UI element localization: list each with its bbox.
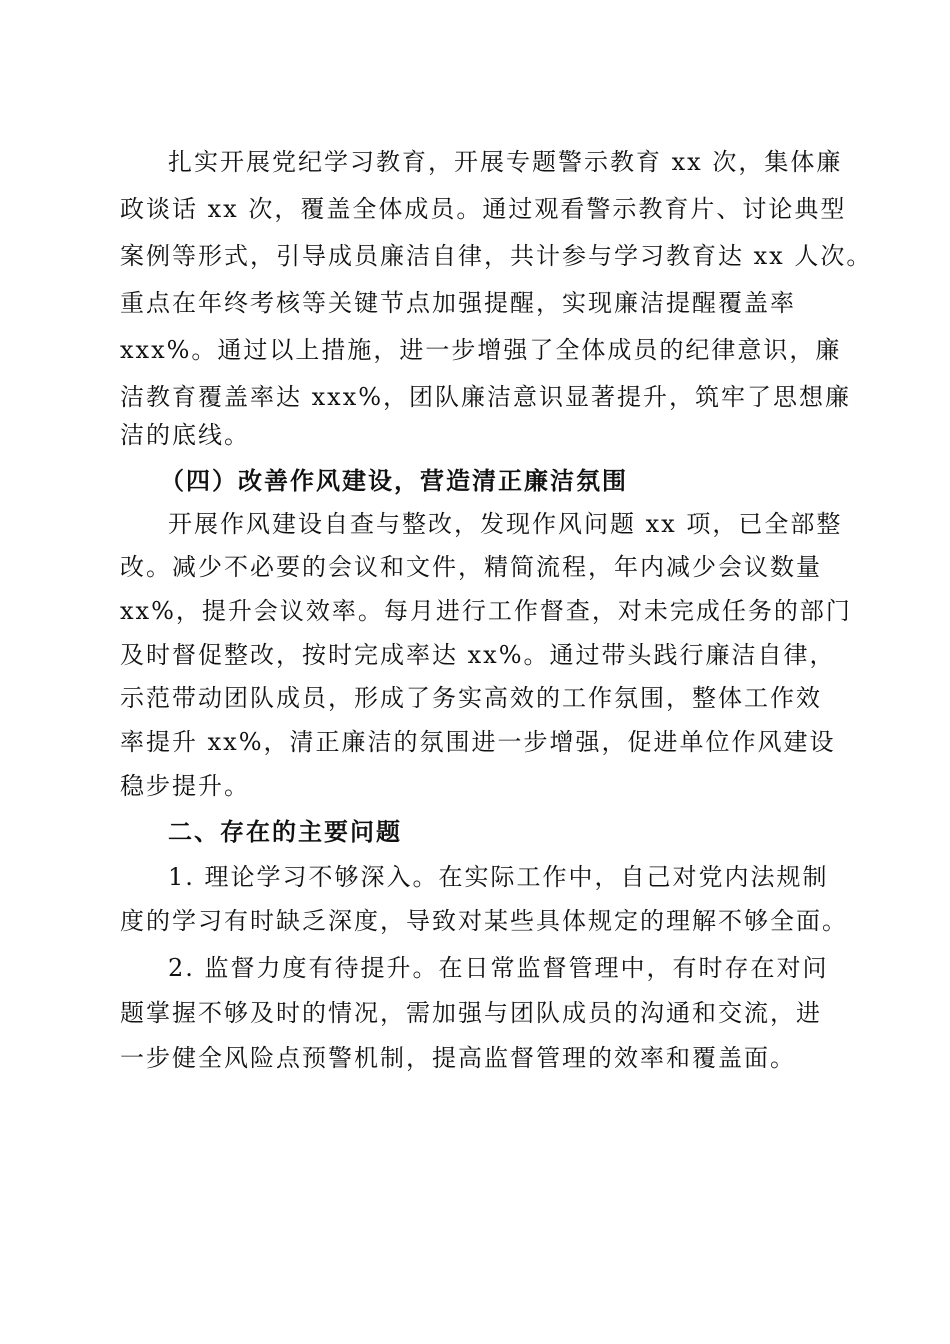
item-2-line-1: 2. 监督力度有待提升。在日常监督管理中，有时存在对问 [168, 954, 829, 982]
paragraph-1-line-3: 案例等形式，引导成员廉洁自律，共计参与学习教育达 xx 人次。 [120, 242, 873, 270]
paragraph-1-line-2: 政谈话 xx 次，覆盖全体成员。通过观看警示教育片、讨论典型 [120, 195, 847, 223]
paragraph-2-line-5: 示范带动团队成员，形成了务实高效的工作氛围，整体工作效 [120, 684, 822, 712]
item-2-line-3: 一步健全风险点预警机制，提高监督管理的效率和覆盖面。 [120, 1044, 796, 1072]
paragraph-1-line-6: 洁教育覆盖率达 xxx%，团队廉洁意识显著提升，筑牢了思想廉 [120, 383, 852, 411]
paragraph-2-line-3: xx%，提升会议效率。每月进行工作督查，对未完成任务的部门 [120, 597, 852, 625]
item-2-line-2: 题掌握不够及时的情况，需加强与团队成员的沟通和交流，进 [120, 999, 822, 1027]
item-1-line-2: 度的学习有时缺乏深度，导致对某些具体规定的理解不够全面。 [120, 907, 848, 935]
paragraph-1-line-5: xxx%。通过以上措施，进一步增强了全体成员的纪律意识，廉 [120, 336, 842, 364]
paragraph-2-line-6: 率提升 xx%，清正廉洁的氛围进一步增强，促进单位作风建设 [120, 728, 836, 756]
paragraph-1-line-1: 扎实开展党纪学习教育，开展专题警示教育 xx 次，集体廉 [168, 148, 843, 176]
paragraph-2-line-1: 开展作风建设自查与整改，发现作风问题 xx 项，已全部整 [168, 510, 843, 538]
paragraph-2-line-4: 及时督促整改，按时完成率达 xx%。通过带头践行廉洁自律， [120, 641, 836, 669]
item-1-line-1: 1. 理论学习不够深入。在实际工作中，自己对党内法规制 [168, 863, 829, 891]
subsection-heading-4: （四）改善作风建设，营造清正廉洁氛围 [160, 466, 628, 495]
paragraph-1-line-7: 洁的底线。 [120, 421, 250, 449]
paragraph-2-line-7: 稳步提升。 [120, 772, 250, 800]
paragraph-1-line-4: 重点在年终考核等关键节点加强提醒，实现廉洁提醒覆盖率 [120, 289, 796, 317]
paragraph-2-line-2: 改。减少不必要的会议和文件，精简流程，年内减少会议数量 [120, 553, 822, 581]
section-2-heading: 二、存在的主要问题 [168, 818, 402, 846]
